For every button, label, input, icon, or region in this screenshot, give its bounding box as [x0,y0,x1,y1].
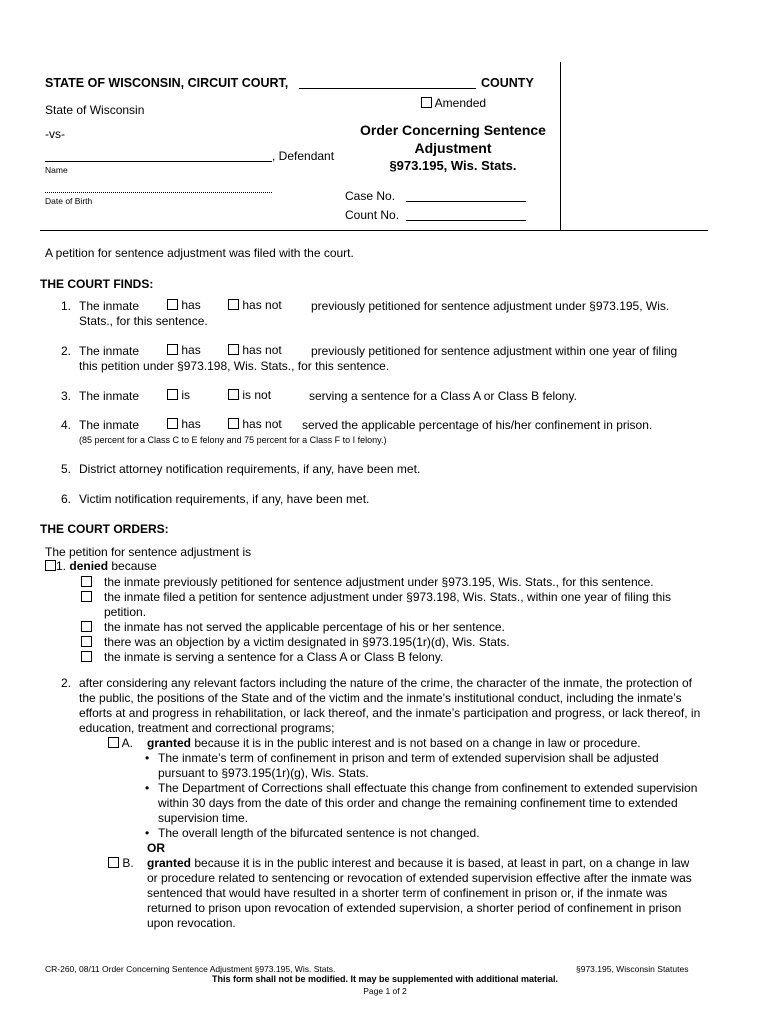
option-a[interactable] [108,736,133,750]
court-label: STATE OF WISCONSIN, CIRCUIT COURT, [45,76,289,90]
checkbox[interactable] [81,621,92,632]
checkbox[interactable] [167,389,178,400]
orders-lead: The petition for sentence adjustment is [45,545,252,559]
dob-blank[interactable] [45,192,272,193]
checkbox[interactable] [228,299,239,310]
finding-1-has-not[interactable] [228,298,282,312]
finding-2-cont: this petition under §973.198, Wis. Stats., for this sentence. [79,359,390,373]
denied-checkbox[interactable] [45,560,56,571]
finding-2-num: 2. [61,344,72,358]
denial-reason-3[interactable] [81,620,92,634]
order-2-text: after considering any relevant factors including the nature of the crime, the character of the inmate, the protection of the public, the positions of the State and of the victim and the inmate’s institutional conduct, including the inmate’s efforts at and progress in rehabilitation, or lack thereof, and the inmate’s participation and progress, or lack thereof, in education, treatment and correctional programs; [79,676,701,735]
county-label: COUNTY [481,76,534,90]
dob-label: Date of Birth [45,196,93,206]
finding-3-text: serving a sentence for a Class A or Class B felony. [309,389,577,403]
case-no-blank[interactable] [406,201,526,202]
finding-1-has[interactable] [167,298,201,312]
form-title-line1: Order Concerning Sentence [360,122,546,138]
finding-3-is[interactable] [167,388,190,402]
finding-3-is-not[interactable] [228,388,271,402]
checkbox[interactable] [167,418,178,429]
amended-checkbox[interactable] [421,97,432,108]
finding-3-num: 3. [61,389,72,403]
checkbox[interactable] [167,299,178,310]
order-1-num: 1. [56,559,67,573]
denied-because: because [108,559,157,573]
checkbox[interactable] [81,636,92,647]
finding-3-lead: The inmate [79,389,140,403]
option-b-label: B. [122,856,134,870]
finding-4-num: 4. [61,418,72,432]
finding-4-note: (85 percent for a Class C to E felony and 75 percent for a Class F to I felony.) [79,435,387,445]
option-a-text [147,736,641,750]
denial-reason-3-text: the inmate has not served the applicable percentage of his or her sentence. [104,620,505,634]
order-1-denied[interactable] [45,559,157,573]
checkbox[interactable] [228,344,239,355]
option-label: is [181,388,191,402]
amended-label: Amended [434,96,487,110]
checkbox[interactable] [81,576,92,587]
denial-reason-1-text: the inmate previously petitioned for sentence adjustment under §973.195, Wis. Stats., for this sentence. [104,575,654,589]
county-blank[interactable] [299,88,476,89]
denial-reason-2[interactable] [81,590,92,604]
intro-text: A petition for sentence adjustment was filed with the court. [45,246,354,260]
option-label: has [181,298,201,312]
finding-5-num: 5. [61,462,72,476]
finding-1-lead: The inmate [79,299,140,313]
plaintiff-name: State of Wisconsin [45,103,145,117]
option-label: has [181,417,201,431]
footer-notice: This form shall not be modified. It may be supplemented with additional material. [211,974,559,984]
finding-2-has[interactable] [167,343,201,357]
finding-4-lead: The inmate [79,418,140,432]
option-b-text [147,856,703,931]
option-label: has not [242,343,282,357]
option-a-reason: because it is in the public interest and is not based on a change in law or procedure. [191,736,641,750]
option-label: is not [242,388,272,402]
denial-reason-5[interactable] [81,650,92,664]
option-label: has not [242,298,282,312]
checkbox[interactable] [81,591,92,602]
finding-2-has-not[interactable] [228,343,282,357]
option-a-label: A. [121,736,134,750]
finding-6-text: Victim notification requirements, if any, have been met. [79,492,370,506]
case-no-label: Case No. [345,189,396,203]
finding-1-cont: Stats., for this sentence. [79,314,208,328]
versus: -vs- [45,127,65,141]
name-label: Name [45,165,68,175]
option-a-bullet-2: • The Department of Corrections shall effectuate this change from confinement to extended supervision within 30 days from the date of this order and change the remaining confinement time to extended supervision time. [158,781,708,826]
finding-6-num: 6. [61,492,72,506]
checkbox[interactable] [167,344,178,355]
option-label: has [181,343,201,357]
denial-reason-1[interactable] [81,575,92,589]
finding-1-num: 1. [61,299,72,313]
page-number: Page 1 of 2 [363,986,407,996]
option-b[interactable] [108,856,134,870]
option-a-bullet-1: • The inmate’s term of confinement in prison and term of extended supervision shall be adjusted pursuant to §973.195(1r)(g), Wis. Stats. [158,751,708,781]
granted-label: granted [147,736,192,750]
count-no-blank[interactable] [406,220,526,221]
count-no-label: Count No. [345,208,400,222]
denial-reason-4[interactable] [81,635,92,649]
option-b-reason: because it is in the public interest and because it is based, at least in part, on a change in law or procedure related to sentencing or revocation of extended supervision effective after the inmate was sentenced that would have resulted in a shorter term of confinement in prison or, if the inmate was returned to prison upon revocation of extended supervision, a shorter period of confinement in prison upon revocation. [147,856,692,930]
findings-heading: THE COURT FINDS: [40,277,154,291]
defendant-label: , Defendant [272,149,335,163]
denial-reason-4-text: there was an objection by a victim designated in §973.195(1r)(d), Wis. Stats. [104,635,510,649]
order-2-num: 2. [61,676,72,690]
form-title-statute: §973.195, Wis. Stats. [389,158,517,173]
footer-form-id: CR-260, 08/11 Order Concerning Sentence Adjustment §973.195, Wis. Stats. [45,964,336,974]
footer-statute: §973.195, Wisconsin Statutes [576,964,689,974]
defendant-name-blank[interactable] [45,161,272,162]
denial-reason-5-text: the inmate is serving a sentence for a Class A or Class B felony. [104,650,444,664]
checkbox[interactable] [228,418,239,429]
finding-5-text: District attorney notification requirements, if any, have been met. [79,462,421,476]
option-label: has not [242,417,282,431]
finding-4-text: served the applicable percentage of his/her confinement in prison. [302,418,653,432]
finding-1-text: previously petitioned for sentence adjustment under §973.195, Wis. [311,299,670,313]
finding-2-text: previously petitioned for sentence adjustment within one year of filing [311,344,678,358]
header-rule [40,230,708,231]
form-title-line2: Adjustment [414,140,492,156]
option-b-checkbox[interactable] [108,857,119,868]
finding-4-has[interactable] [167,417,201,431]
amended-option[interactable] [421,96,486,110]
granted-label: granted [147,856,192,870]
checkbox[interactable] [81,651,92,662]
or-label: OR [147,841,165,855]
option-a-bullet-3: • The overall length of the bifurcated sentence is not changed. [158,826,708,841]
denial-reason-2-text: the inmate filed a petition for sentence adjustment under §973.198, Wis. Stats., within one year of filing this petition. [104,590,671,619]
denied-label: denied [69,559,109,573]
checkbox[interactable] [228,389,239,400]
orders-heading: THE COURT ORDERS: [40,522,169,536]
finding-2-lead: The inmate [79,344,140,358]
option-a-checkbox[interactable] [108,737,119,748]
finding-4-has-not[interactable] [228,417,282,431]
